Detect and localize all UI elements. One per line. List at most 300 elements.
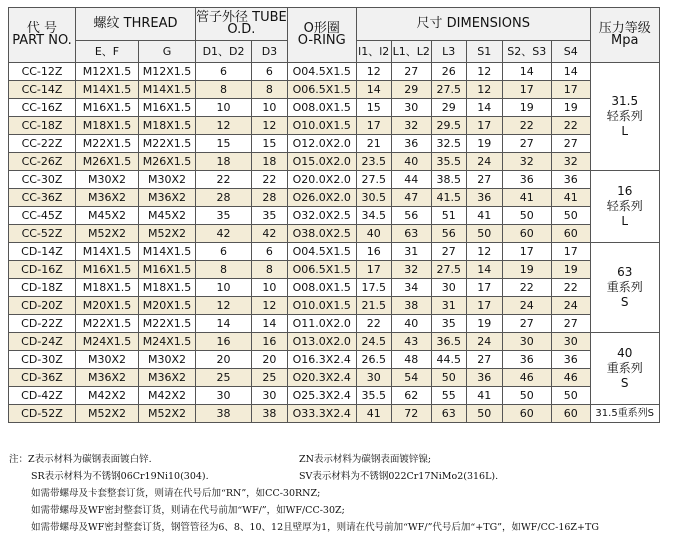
cell-tube-d3: 12	[252, 117, 288, 135]
cell-thread-ef: M14X1.5	[76, 243, 139, 261]
cell-part-no: CC-30Z	[9, 171, 76, 189]
cell-tube-d1d2: 30	[196, 387, 252, 405]
note-sr: SR表示材料为不锈钢06Cr19Ni10(304).	[31, 471, 209, 482]
cell-l1l2: 32	[391, 117, 431, 135]
cell-l1l2: 38	[391, 297, 431, 315]
header-s2s3: S2、S3	[502, 41, 551, 63]
cell-tube-d3: 10	[252, 279, 288, 297]
cell-s2s3: 17	[502, 81, 551, 99]
cell-s1: 14	[466, 261, 502, 279]
table-row	[9, 369, 660, 387]
table-body	[9, 63, 660, 423]
cell-thread-g: M36X2	[139, 369, 196, 387]
cell-s1: 19	[466, 135, 502, 153]
cell-thread-ef: M42X2	[76, 387, 139, 405]
note-z: 注：Z表示材料为碳钢表面镀白锌.	[9, 454, 152, 465]
cell-oring: O10.0X1.5	[287, 297, 356, 315]
cell-tube-d1d2: 28	[196, 189, 252, 207]
cell-thread-ef: M30X2	[76, 351, 139, 369]
cell-thread-ef: M18X1.5	[76, 279, 139, 297]
cell-l1l2-small: 26.5	[356, 351, 391, 369]
header-tube-en: O.D.	[227, 22, 256, 37]
cell-thread-g: M24X1.5	[139, 333, 196, 351]
table-row	[9, 117, 660, 135]
table-row	[9, 207, 660, 225]
cell-oring: O20.0X2.0	[287, 171, 356, 189]
cell-tube-d1d2: 18	[196, 153, 252, 171]
cell-oring: O11.0X2.0	[287, 315, 356, 333]
pressure-group-g4	[590, 333, 659, 405]
cell-l1l2-small: 24.5	[356, 333, 391, 351]
cell-thread-ef: M20X1.5	[76, 297, 139, 315]
cell-tube-d1d2: 22	[196, 171, 252, 189]
cell-part-no: CD-42Z	[9, 387, 76, 405]
cell-thread-g: M18X1.5	[139, 117, 196, 135]
cell-l3: 50	[431, 369, 466, 387]
cell-thread-g: M16X1.5	[139, 99, 196, 117]
cell-l3: 41.5	[431, 189, 466, 207]
cell-thread-g: M20X1.5	[139, 297, 196, 315]
cell-s2s3: 19	[502, 99, 551, 117]
cell-part-no: CD-22Z	[9, 315, 76, 333]
cell-part-no: CC-18Z	[9, 117, 76, 135]
cell-s4: 36	[551, 171, 590, 189]
cell-part-no: CC-12Z	[9, 63, 76, 81]
cell-oring: O13.0X2.0	[287, 333, 356, 351]
cell-s4: 24	[551, 297, 590, 315]
cell-l1l2: 44	[391, 171, 431, 189]
cell-thread-g: M30X2	[139, 171, 196, 189]
table-row	[9, 333, 660, 351]
cell-oring: O25.3X2.4	[287, 387, 356, 405]
pressure-line: 16	[617, 184, 633, 198]
cell-s4: 41	[551, 189, 590, 207]
cell-oring: O04.5X1.5	[287, 243, 356, 261]
cell-thread-g: M22X1.5	[139, 135, 196, 153]
pressure-group-g5: 31.5重系列S	[590, 405, 659, 423]
note-sv: SV表示材料为不锈钢022Cr17NiMo2(316L).	[299, 471, 499, 482]
cell-l1l2: 34	[391, 279, 431, 297]
cell-s2s3: 36	[502, 351, 551, 369]
table-row	[9, 225, 660, 243]
cell-s2s3: 60	[502, 225, 551, 243]
pressure-line: 40	[617, 346, 633, 360]
cell-tube-d1d2: 6	[196, 243, 252, 261]
cell-tube-d1d2: 8	[196, 261, 252, 279]
cell-s1: 41	[466, 387, 502, 405]
header-part-no-cn: 代 号	[26, 21, 58, 36]
cell-s2s3: 50	[502, 207, 551, 225]
table-row	[9, 81, 660, 99]
table-row	[9, 63, 660, 81]
cell-l3: 38.5	[431, 171, 466, 189]
cell-thread-ef: M22X1.5	[76, 135, 139, 153]
cell-l1l2-small: 17.5	[356, 279, 391, 297]
cell-thread-ef: M45X2	[76, 207, 139, 225]
cell-s1: 36	[466, 189, 502, 207]
cell-tube-d1d2: 10	[196, 99, 252, 117]
cell-tube-d3: 16	[252, 333, 288, 351]
note-wf: 如需带螺母及WF密封整套订货，则请在代号前加“WF/”，如WF/CC-30Z;	[31, 505, 345, 516]
cell-thread-ef: M24X1.5	[76, 333, 139, 351]
cell-tube-d3: 22	[252, 171, 288, 189]
note-line-1	[9, 451, 669, 468]
cell-s2s3: 22	[502, 117, 551, 135]
cell-s1: 12	[466, 81, 502, 99]
cell-oring: O20.3X2.4	[287, 369, 356, 387]
cell-s4: 19	[551, 99, 590, 117]
table-row	[9, 171, 660, 189]
pressure-group-g1	[590, 63, 659, 171]
header-part-no-en: PART NO.	[12, 33, 72, 48]
cell-l1l2-small: 40	[356, 225, 391, 243]
cell-tube-d3: 14	[252, 315, 288, 333]
cell-thread-g: M30X2	[139, 351, 196, 369]
cell-l3: 44.5	[431, 351, 466, 369]
cell-l1l2-small: 35.5	[356, 387, 391, 405]
cell-s4: 46	[551, 369, 590, 387]
cell-oring: O06.5X1.5	[287, 261, 356, 279]
cell-tube-d3: 30	[252, 387, 288, 405]
cell-thread-ef: M18X1.5	[76, 117, 139, 135]
cell-part-no: CD-36Z	[9, 369, 76, 387]
cell-tube-d1d2: 16	[196, 333, 252, 351]
cell-l1l2-small: 16	[356, 243, 391, 261]
cell-l1l2: 27	[391, 63, 431, 81]
cell-thread-ef: M36X2	[76, 369, 139, 387]
cell-tube-d3: 12	[252, 297, 288, 315]
cell-l1l2: 54	[391, 369, 431, 387]
cell-tube-d3: 42	[252, 225, 288, 243]
cell-s1: 19	[466, 315, 502, 333]
header-tube-d3: D3	[252, 41, 288, 63]
header-oring	[287, 8, 356, 63]
cell-thread-ef: M52X2	[76, 405, 139, 423]
cell-thread-g: M16X1.5	[139, 261, 196, 279]
pressure-group-g3	[590, 243, 659, 333]
cell-l1l2: 31	[391, 243, 431, 261]
cell-l3: 51	[431, 207, 466, 225]
cell-thread-ef: M22X1.5	[76, 315, 139, 333]
pressure-line: 重系列	[606, 280, 643, 294]
cell-thread-ef: M36X2	[76, 189, 139, 207]
cell-tube-d3: 18	[252, 153, 288, 171]
cell-l3: 30	[431, 279, 466, 297]
cell-s4: 17	[551, 243, 590, 261]
header-l1l2: L1、L2	[391, 41, 431, 63]
cell-l1l2: 29	[391, 81, 431, 99]
cell-tube-d3: 8	[252, 261, 288, 279]
cell-l1l2: 40	[391, 153, 431, 171]
table-row	[9, 387, 660, 405]
cell-thread-g: M45X2	[139, 207, 196, 225]
cell-s1: 17	[466, 117, 502, 135]
table-row	[9, 315, 660, 333]
cell-thread-g: M52X2	[139, 225, 196, 243]
cell-l1l2-small: 14	[356, 81, 391, 99]
cell-l1l2-small: 21.5	[356, 297, 391, 315]
cell-thread-g: M42X2	[139, 387, 196, 405]
cell-tube-d1d2: 8	[196, 81, 252, 99]
cell-l1l2: 62	[391, 387, 431, 405]
cell-l3: 56	[431, 225, 466, 243]
cell-part-no: CD-18Z	[9, 279, 76, 297]
cell-tube-d3: 20	[252, 351, 288, 369]
pressure-line: 63	[617, 265, 633, 279]
header-oring-en: O-RING	[297, 33, 346, 48]
cell-s4: 50	[551, 387, 590, 405]
table-row	[9, 153, 660, 171]
cell-l1l2: 43	[391, 333, 431, 351]
cell-l1l2: 30	[391, 99, 431, 117]
table-row	[9, 243, 660, 261]
header-s4: S4	[551, 41, 590, 63]
cell-tube-d1d2: 14	[196, 315, 252, 333]
cell-l1l2: 32	[391, 261, 431, 279]
cell-tube-d3: 8	[252, 81, 288, 99]
cell-l1l2-small: 17	[356, 117, 391, 135]
cell-s2s3: 50	[502, 387, 551, 405]
pressure-group-g2	[590, 171, 659, 243]
cell-s2s3: 46	[502, 369, 551, 387]
cell-l1l2: 36	[391, 135, 431, 153]
cell-l1l2-small: 12	[356, 63, 391, 81]
header-l1l2-small: l1、l2	[356, 41, 391, 63]
cell-thread-ef: M30X2	[76, 171, 139, 189]
cell-oring: O26.0X2.0	[287, 189, 356, 207]
table-row	[9, 405, 660, 423]
table-row	[9, 297, 660, 315]
cell-tube-d3: 38	[252, 405, 288, 423]
cell-l1l2-small: 15	[356, 99, 391, 117]
cell-thread-ef: M12X1.5	[76, 63, 139, 81]
cell-part-no: CD-52Z	[9, 405, 76, 423]
spec-sheet	[8, 7, 660, 423]
header-thread: 螺纹 THREAD	[76, 8, 196, 41]
cell-part-no: CC-36Z	[9, 189, 76, 207]
cell-oring: O08.0X1.5	[287, 99, 356, 117]
cell-s4: 30	[551, 333, 590, 351]
cell-oring: O32.0X2.5	[287, 207, 356, 225]
header-oring-cn: O形圈	[303, 21, 340, 36]
cell-tube-d1d2: 10	[196, 279, 252, 297]
table-row	[9, 351, 660, 369]
cell-oring: O04.5X1.5	[287, 63, 356, 81]
cell-part-no: CC-52Z	[9, 225, 76, 243]
header-tube-d1d2: D1、D2	[196, 41, 252, 63]
cell-tube-d1d2: 6	[196, 63, 252, 81]
cell-l1l2: 40	[391, 315, 431, 333]
cell-s4: 50	[551, 207, 590, 225]
cell-l3: 36.5	[431, 333, 466, 351]
cell-thread-g: M36X2	[139, 189, 196, 207]
pressure-line: L	[621, 124, 629, 138]
cell-s4: 17	[551, 81, 590, 99]
header-dimensions: 尺寸 DIMENSIONS	[356, 8, 590, 41]
cell-oring: O38.0X2.5	[287, 225, 356, 243]
cell-thread-ef: M26X1.5	[76, 153, 139, 171]
note-zn: ZN表示材料为碳钢表面镀锌镍;	[299, 454, 432, 465]
cell-s4: 19	[551, 261, 590, 279]
cell-l3: 35	[431, 315, 466, 333]
header-tube	[196, 8, 288, 41]
cell-part-no: CD-20Z	[9, 297, 76, 315]
cell-s2s3: 36	[502, 171, 551, 189]
notes	[9, 451, 669, 536]
cell-l1l2-small: 17	[356, 261, 391, 279]
pressure-line: S	[620, 295, 629, 309]
cell-thread-ef: M14X1.5	[76, 81, 139, 99]
cell-s2s3: 30	[502, 333, 551, 351]
cell-l3: 27	[431, 243, 466, 261]
cell-tube-d1d2: 20	[196, 351, 252, 369]
cell-thread-g: M52X2	[139, 405, 196, 423]
cell-tube-d3: 10	[252, 99, 288, 117]
cell-thread-ef: M16X1.5	[76, 99, 139, 117]
cell-s1: 41	[466, 207, 502, 225]
cell-s1: 36	[466, 369, 502, 387]
cell-s4: 27	[551, 135, 590, 153]
cell-part-no: CC-14Z	[9, 81, 76, 99]
table-row	[9, 135, 660, 153]
cell-l3: 55	[431, 387, 466, 405]
cell-s4: 22	[551, 117, 590, 135]
cell-s2s3: 24	[502, 297, 551, 315]
cell-tube-d1d2: 12	[196, 297, 252, 315]
cell-oring: O16.3X2.4	[287, 351, 356, 369]
cell-s1: 24	[466, 153, 502, 171]
pressure-line: L	[621, 214, 629, 228]
cell-l3: 27.5	[431, 261, 466, 279]
cell-tube-d3: 35	[252, 207, 288, 225]
cell-tube-d1d2: 12	[196, 117, 252, 135]
header-pressure	[590, 8, 659, 63]
cell-tube-d1d2: 25	[196, 369, 252, 387]
cell-oring: O12.0X2.0	[287, 135, 356, 153]
cell-tube-d3: 15	[252, 135, 288, 153]
cell-l3: 32.5	[431, 135, 466, 153]
header-l3: L3	[431, 41, 466, 63]
cell-oring: O33.3X2.4	[287, 405, 356, 423]
header-tube-cn: 管子外径 TUBE	[196, 10, 287, 25]
pressure-line: 31.5	[611, 94, 639, 108]
cell-s1: 27	[466, 171, 502, 189]
cell-tube-d3: 6	[252, 243, 288, 261]
table-row	[9, 189, 660, 207]
header-pressure-cn: 压力等级	[598, 21, 651, 36]
note-line-2	[9, 468, 669, 485]
cell-thread-g: M14X1.5	[139, 243, 196, 261]
header-pressure-unit: Mpa	[611, 33, 639, 48]
cell-s2s3: 27	[502, 135, 551, 153]
cell-s4: 32	[551, 153, 590, 171]
cell-tube-d1d2: 35	[196, 207, 252, 225]
cell-s1: 17	[466, 279, 502, 297]
cell-part-no: CD-30Z	[9, 351, 76, 369]
pressure-line: 轻系列	[606, 109, 643, 123]
cell-oring: O06.5X1.5	[287, 81, 356, 99]
pressure-line: 轻系列	[606, 199, 643, 213]
dimensions-table	[8, 7, 660, 423]
cell-l1l2-small: 41	[356, 405, 391, 423]
cell-s1: 50	[466, 405, 502, 423]
cell-l1l2: 72	[391, 405, 431, 423]
cell-thread-g: M18X1.5	[139, 279, 196, 297]
note-rn: 如需带螺母及卡套整套订货，则请在代号后加“RN”，如CC-30RNZ;	[31, 488, 321, 499]
cell-thread-ef: M52X2	[76, 225, 139, 243]
cell-l1l2-small: 30.5	[356, 189, 391, 207]
cell-part-no: CC-45Z	[9, 207, 76, 225]
table-row	[9, 261, 660, 279]
cell-s4: 22	[551, 279, 590, 297]
cell-s4: 14	[551, 63, 590, 81]
cell-s2s3: 19	[502, 261, 551, 279]
cell-part-no: CD-16Z	[9, 261, 76, 279]
cell-l1l2-small: 27.5	[356, 171, 391, 189]
cell-l3: 63	[431, 405, 466, 423]
cell-thread-g: M12X1.5	[139, 63, 196, 81]
cell-s1: 14	[466, 99, 502, 117]
cell-tube-d1d2: 42	[196, 225, 252, 243]
header-s1: S1	[466, 41, 502, 63]
cell-tube-d3: 6	[252, 63, 288, 81]
cell-s2s3: 41	[502, 189, 551, 207]
cell-oring: O15.0X2.0	[287, 153, 356, 171]
cell-l3: 27.5	[431, 81, 466, 99]
cell-s1: 50	[466, 225, 502, 243]
table-row	[9, 99, 660, 117]
cell-s4: 60	[551, 225, 590, 243]
pressure-line: S	[620, 376, 629, 390]
cell-s2s3: 32	[502, 153, 551, 171]
cell-l3: 26	[431, 63, 466, 81]
cell-s2s3: 22	[502, 279, 551, 297]
note-wf-tg: 如需带螺母及WF密封整套订货，钢管管径为6、8、10、12且壁厚为1，则请在代号前加“WF/”代号后加“+TG”，如WF/CC-16Z+TG	[31, 522, 599, 533]
header-thread-ef: E、F	[76, 41, 139, 63]
cell-l1l2: 47	[391, 189, 431, 207]
header-thread-g: G	[139, 41, 196, 63]
cell-l1l2: 63	[391, 225, 431, 243]
cell-s4: 60	[551, 405, 590, 423]
cell-thread-g: M26X1.5	[139, 153, 196, 171]
cell-l3: 31	[431, 297, 466, 315]
cell-s1: 12	[466, 63, 502, 81]
cell-oring: O08.0X1.5	[287, 279, 356, 297]
cell-part-no: CC-26Z	[9, 153, 76, 171]
cell-l1l2-small: 30	[356, 369, 391, 387]
cell-l1l2-small: 34.5	[356, 207, 391, 225]
cell-l1l2-small: 22	[356, 315, 391, 333]
cell-part-no: CC-22Z	[9, 135, 76, 153]
pressure-line: 重系列	[606, 361, 643, 375]
cell-s2s3: 17	[502, 243, 551, 261]
cell-part-no: CD-24Z	[9, 333, 76, 351]
cell-l3: 35.5	[431, 153, 466, 171]
cell-s1: 17	[466, 297, 502, 315]
cell-s1: 12	[466, 243, 502, 261]
cell-thread-g: M22X1.5	[139, 315, 196, 333]
cell-tube-d3: 28	[252, 189, 288, 207]
cell-tube-d1d2: 15	[196, 135, 252, 153]
header-part-no	[9, 8, 76, 63]
cell-s1: 24	[466, 333, 502, 351]
cell-l3: 29.5	[431, 117, 466, 135]
cell-part-no: CD-14Z	[9, 243, 76, 261]
cell-s2s3: 14	[502, 63, 551, 81]
cell-s4: 27	[551, 315, 590, 333]
cell-thread-ef: M16X1.5	[76, 261, 139, 279]
cell-l1l2-small: 21	[356, 135, 391, 153]
